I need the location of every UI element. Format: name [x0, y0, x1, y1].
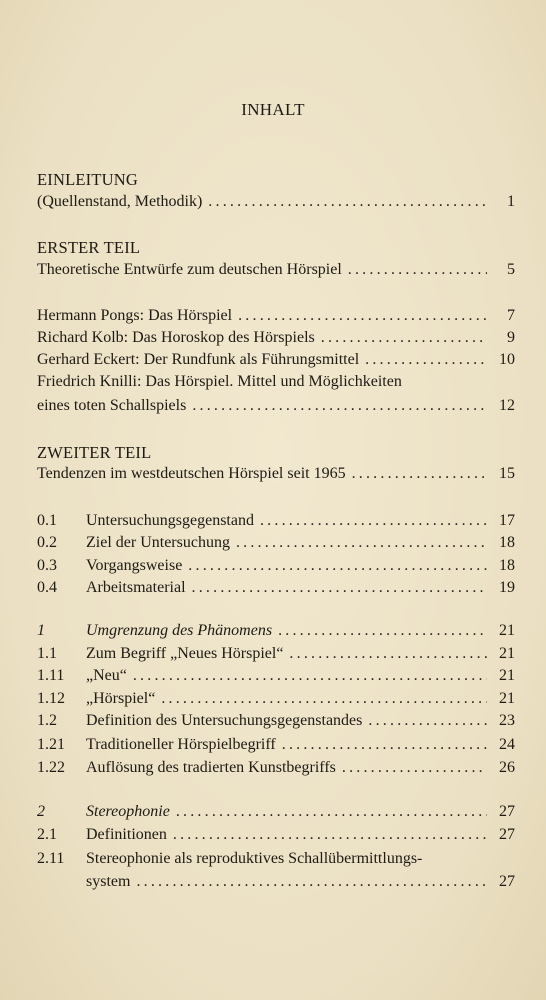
toc-entry-number: 2.11: [37, 850, 65, 867]
toc-entry-zweiter-teil: [37, 463, 515, 485]
toc-entry-kolb: [37, 327, 515, 349]
toc-entry-2-11-line1: [37, 848, 515, 870]
toc-entry-number: 2: [37, 803, 45, 820]
toc-entry-1: [37, 620, 515, 642]
toc-entry-number: 1.1: [37, 645, 57, 662]
toc-entry-1-2: [37, 710, 515, 732]
leader-dots: [133, 665, 487, 687]
page-title: INHALT: [241, 100, 305, 119]
toc-entry-page: 18: [499, 534, 515, 551]
section-heading-zweiter-teil: ZWEITER TEIL: [37, 443, 152, 462]
section-heading-erster-teil: ERSTER TEIL: [37, 238, 141, 257]
toc-entry-page: 21: [499, 645, 515, 662]
toc-entry-number: 1.11: [37, 667, 65, 684]
toc-entry-page: 18: [499, 557, 515, 574]
toc-entry-page: 27: [499, 873, 515, 890]
leader-dots: [173, 824, 487, 846]
toc-entry-page: 1: [507, 193, 515, 210]
toc-entry-number: 0.2: [37, 534, 57, 551]
toc-entry-0-1: [37, 510, 515, 532]
toc-entry-number: 1.2: [37, 712, 57, 729]
toc-entry-label: Auflösung des tradierten Kunstbegriffs: [86, 759, 336, 776]
toc-entry-label: Richard Kolb: Das Horoskop des Hörspiels: [37, 329, 315, 346]
leader-dots: [348, 259, 487, 281]
section-heading-einleitung: EINLEITUNG: [37, 170, 138, 189]
toc-entry-label: „Hörspiel“: [86, 690, 156, 707]
toc-entry-2-11: [86, 871, 515, 893]
toc-entry-page: 24: [499, 736, 515, 753]
toc-entry-page: 7: [507, 307, 515, 324]
leader-dots: [321, 327, 487, 349]
toc-entry-label: Arbeitsmaterial: [86, 579, 186, 596]
toc-entry-label: Definitionen: [86, 826, 167, 843]
toc-entry-page: 27: [499, 803, 515, 820]
toc-entry-1-12: [37, 688, 515, 710]
leader-dots: [236, 532, 487, 554]
toc-entry-page: 10: [499, 351, 515, 368]
toc-entry-2: [37, 801, 515, 823]
toc-entry-page: 23: [499, 712, 515, 729]
toc-entry-label: (Quellenstand, Methodik): [37, 193, 203, 210]
leader-dots: [282, 734, 487, 756]
toc-entry-label: Gerhard Eckert: Der Rundfunk als Führungsmittel: [37, 351, 360, 368]
leader-dots: [176, 801, 487, 823]
toc-entry-knilli-line1: Friedrich Knilli: Das Hörspiel. Mittel und Möglichkeiten: [37, 373, 402, 390]
toc-entry-label: Traditioneller Hörspielbegriff: [86, 736, 276, 753]
toc-entry-page: 21: [499, 667, 515, 684]
toc-entry-page: 21: [499, 622, 515, 639]
leader-dots: [208, 191, 487, 213]
toc-entry-number: 2.1: [37, 826, 57, 843]
toc-entry-page: 26: [499, 759, 515, 776]
toc-entry-number: 0.4: [37, 579, 57, 596]
toc-entry-label: Untersuchungsgegenstand: [86, 512, 254, 529]
leader-dots: [161, 688, 487, 710]
toc-entry-eckert: [37, 349, 515, 371]
toc-entry-page: 19: [499, 579, 515, 596]
toc-entry-page: 17: [499, 512, 515, 529]
toc-entry-label: Vorgangsweise: [86, 557, 183, 574]
leader-dots: [289, 643, 487, 665]
toc-entry-page: 21: [499, 690, 515, 707]
toc-entry-label: Umgrenzung des Phänomens: [86, 622, 273, 639]
toc-entry-number: 0.1: [37, 512, 57, 529]
toc-entry-label: Stereophonie als reproduktives Schallübermittlungs-: [86, 850, 423, 867]
toc-entry-pongs: [37, 305, 515, 327]
toc-entry-knilli: [37, 395, 515, 417]
toc-entry-label: Definition des Untersuchungsgegenstandes: [86, 712, 363, 729]
toc-entry-label: Ziel der Untersuchung: [86, 534, 230, 551]
toc-entry-label: Hermann Pongs: Das Hörspiel: [37, 307, 233, 324]
toc-entry-label: Zum Begriff „Neues Hörspiel“: [86, 645, 284, 662]
toc-entry-1-21: [37, 734, 515, 756]
toc-entry-0-4: [37, 577, 515, 599]
toc-entry-page: 12: [499, 397, 515, 414]
toc-entry-1-22: [37, 757, 515, 779]
toc-entry-page: 9: [507, 329, 515, 346]
leader-dots: [278, 620, 487, 642]
toc-entry-0-2: [37, 532, 515, 554]
leader-dots: [136, 871, 487, 893]
toc-entry-1-1: [37, 643, 515, 665]
toc-entry-page: 5: [507, 261, 515, 278]
toc-entry-number: 1.22: [37, 759, 65, 776]
toc-entry-number: 1.21: [37, 736, 65, 753]
leader-dots: [192, 577, 487, 599]
toc-entry-page: 15: [499, 465, 515, 482]
leader-dots: [368, 710, 487, 732]
leader-dots: [260, 510, 487, 532]
toc-entry-label: Stereophonie: [86, 803, 170, 820]
leader-dots: [192, 395, 487, 417]
toc-entry-number: 0.3: [37, 557, 57, 574]
toc-entry-label: Theoretische Entwürfe zum deutschen Hörspiel: [37, 261, 342, 278]
toc-entry-label: system: [86, 873, 131, 890]
toc-entry-label: „Neu“: [86, 667, 127, 684]
toc-entry-0-3: [37, 555, 515, 577]
leader-dots: [238, 305, 487, 327]
toc-entry-number: 1: [37, 622, 45, 639]
leader-dots: [342, 757, 487, 779]
toc-entry-2-1: [37, 824, 515, 846]
toc-entry-1-11: [37, 665, 515, 687]
leader-dots: [365, 349, 487, 371]
leader-dots: [352, 463, 487, 485]
leader-dots: [188, 555, 487, 577]
toc-entry-label: Tendenzen im westdeutschen Hörspiel seit 1965: [37, 465, 346, 482]
toc-entry-einleitung: [37, 191, 515, 213]
toc-entry-label: eines toten Schallspiels: [37, 397, 187, 414]
toc-entry-page: 27: [499, 826, 515, 843]
toc-entry-erster-teil: [37, 259, 515, 281]
toc-entry-number: 1.12: [37, 690, 65, 707]
